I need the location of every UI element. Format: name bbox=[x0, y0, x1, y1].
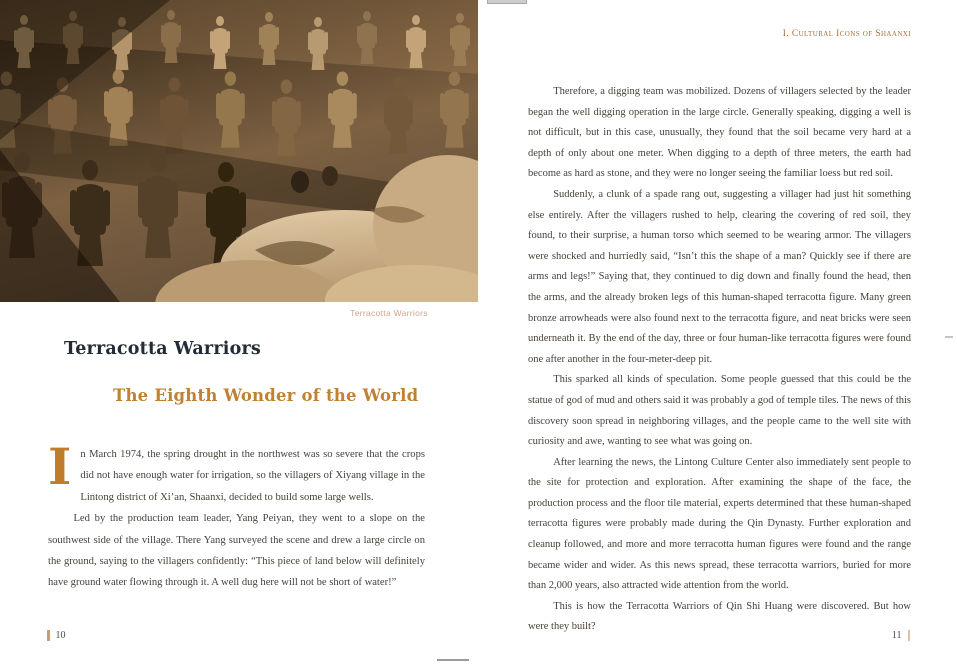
page-number: 11 bbox=[891, 630, 902, 641]
terracotta-photo-illustration bbox=[0, 0, 478, 302]
edge-mark bbox=[945, 336, 953, 338]
folio-rule bbox=[908, 630, 911, 641]
dropcap-letter: I bbox=[48, 437, 72, 496]
bottom-page-marker bbox=[437, 659, 469, 661]
paragraph bbox=[48, 437, 425, 508]
page-number: 10 bbox=[55, 630, 66, 641]
chapter-title: Terracotta Warriors bbox=[64, 339, 261, 359]
paragraph: This sparked all kinds of speculation. Some people guessed that this could be the statue of god of mud and others said it was probably a god of temple tiles. The news of this discovery soon spread in neighboring villages, and the people came to the well site with curiosity and awe, wanting to see what was going on. bbox=[528, 374, 911, 448]
left-body-text bbox=[48, 437, 425, 594]
page-number-right bbox=[892, 630, 910, 641]
paragraph: Therefore, a digging team was mobilized. Dozens of villagers selected by the leader began the well digging operation in the large circle. Generally speaking, digging a well is not difficult, but in this case, unusually, they found that the soil became very hard at a depth of only about one meter. When digging to a depth of three meters, the earth had become as hard as stone, and they were no longer seeing the familiar loess but red soil. bbox=[528, 86, 911, 180]
paragraph: After learning the news, the Lintong Culture Center also immediately sent people to the site for protection and exploration. After examining the shape of the face, the production process and the floor tile material, experts determined that these human-shaped terracotta figures were probably made during the Qin Dynasty. Further exploration and cleanup followed, and more and more terracotta human figures were found and the range became wider and wider. As this news spread, these terracotta warriors, buried for more than 2,000 years, also attracted wide attention from the world. bbox=[528, 456, 911, 592]
folio-rule bbox=[47, 630, 50, 641]
running-header: I. Cultural Icons of Shaanxi bbox=[782, 29, 911, 39]
paragraph: Suddenly, a clunk of a spade rang out, suggesting a villager had just hit something else entirely. After the villagers rushed to help, clearing the covering of red soil, they found, to their surprise, a human torso which seemed to be wearing armor. The villagers were shocked and hurriedly said, “Isn’t this the shape of a man? Quickly see if there are arms and legs!” Saying that, they continued to dig down and finally found the head, then the arms, and the already broken legs of this human-shaped terracotta figure. Many green bronze arrowheads were also found next to the terracotta figure, and neat bricks were seen underneath it. By the end of the day, three or four human-like terracotta figures were found one after another in the four-meter-deep pit. bbox=[528, 188, 911, 365]
paragraph: This is how the Terracotta Warriors of Qin Shi Huang were discovered. But how were they built? bbox=[528, 600, 911, 633]
terracotta-warriors-photo bbox=[0, 0, 478, 302]
page-number-left bbox=[47, 630, 66, 641]
photo-caption: Terracotta Warriors bbox=[350, 308, 428, 318]
top-page-marker bbox=[487, 0, 527, 4]
right-body-text bbox=[528, 82, 911, 638]
paragraph: Led by the production team leader, Yang Peiyan, they went to a slope on the southwest side of the village. There Yang surveyed the scene and drew a large circle on the ground, saying to the villagers confidently: “This piece of land below will definitely have ground water flowing through it. A well dug here will not be short of water!” bbox=[48, 513, 425, 589]
chapter-subtitle: The Eighth Wonder of the World bbox=[113, 386, 419, 405]
paragraph-text: n March 1974, the spring drought in the northwest was so severe that the crops did not have enough water for irrigation, so the villagers of Xiyang village in the Lintong district of Xi’an, Shaanxi, decided to build some large wells. bbox=[80, 449, 425, 503]
